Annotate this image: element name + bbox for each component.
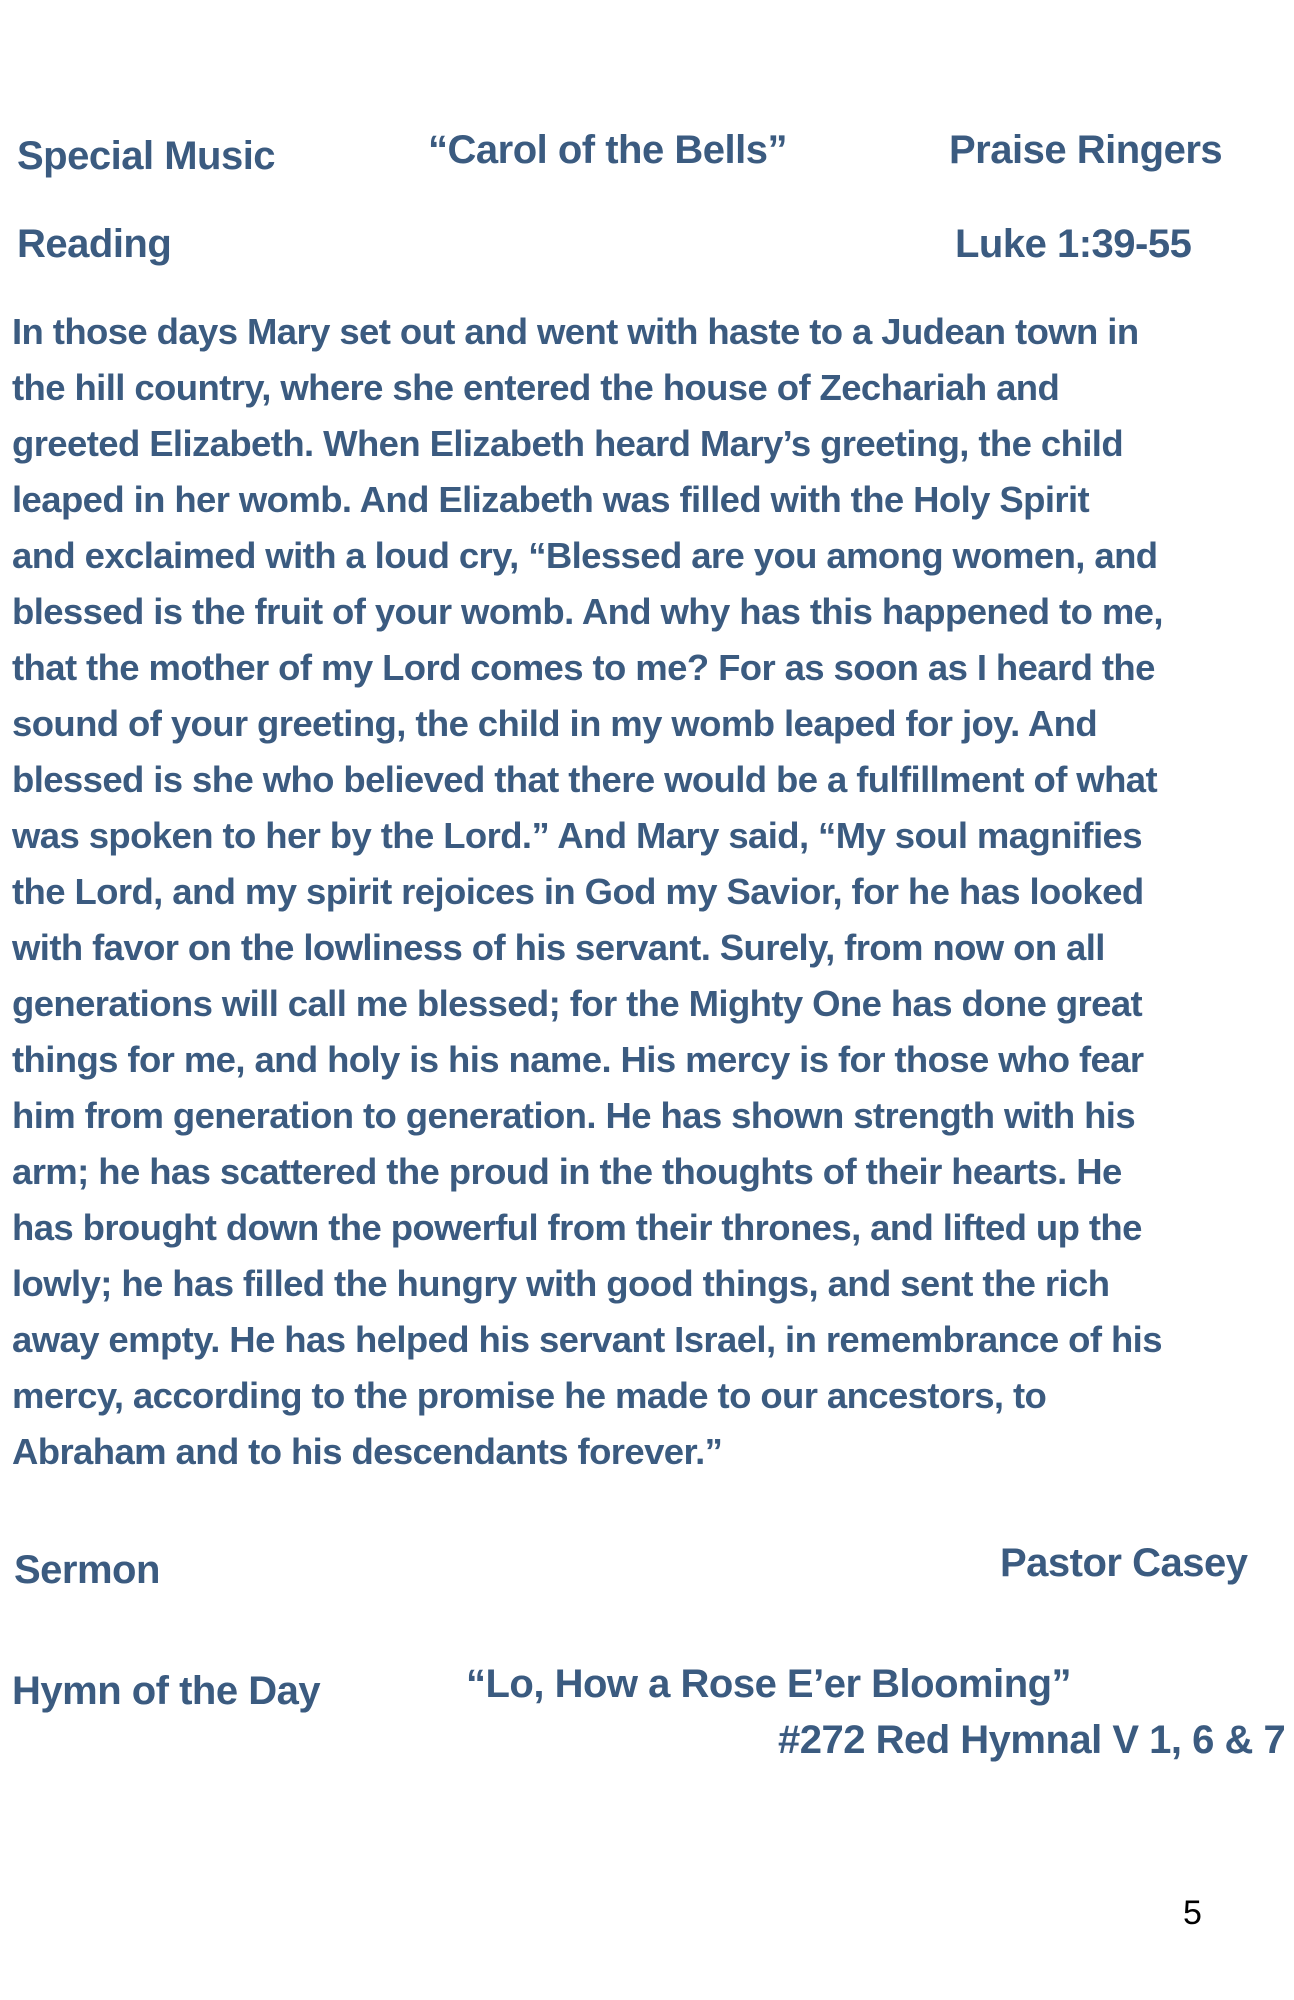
sermon-label: Sermon [14,1548,160,1592]
reading-line: blessed is she who believed that there would be a fulfillment of what [12,759,1158,800]
reading-line: with favor on the lowliness of his servant. Surely, from now on all [12,927,1105,968]
reading-text [12,304,1227,1480]
hymn-hymnal-info: #272 Red Hymnal V 1, 6 & 7 [778,1718,1286,1762]
reading-line: the Lord, and my spirit rejoices in God my Savior, for he has looked [12,871,1144,912]
special-music-performer: Praise Ringers [949,128,1223,172]
reading-line: him from generation to generation. He has shown strength with his [12,1095,1136,1136]
reading-line: the hill country, where she entered the house of Zechariah and [12,367,1060,408]
reading-reference: Luke 1:39-55 [955,222,1192,266]
special-music-label: Special Music [17,134,276,178]
reading-line: In those days Mary set out and went with haste to a Judean town in [12,311,1139,352]
reading-line: greeted Elizabeth. When Elizabeth heard Mary’s greeting, the child [12,423,1124,464]
reading-label: Reading [17,222,172,266]
hymn-title: “Lo, How a Rose E’er Blooming” [466,1662,1072,1706]
reading-line: that the mother of my Lord comes to me? For as soon as I heard the [12,647,1155,688]
reading-line: generations will call me blessed; for the Mighty One has done great [12,983,1143,1024]
reading-line: mercy, according to the promise he made to our ancestors, to [12,1375,1047,1416]
special-music-title: “Carol of the Bells” [428,128,787,172]
reading-line: sound of your greeting, the child in my womb leaped for joy. And [12,703,1098,744]
reading-line: away empty. He has helped his servant Israel, in remembrance of his [12,1319,1162,1360]
reading-line: and exclaimed with a loud cry, “Blessed are you among women, and [12,535,1158,576]
reading-line: was spoken to her by the Lord.” And Mary said, “My soul magnifies [12,815,1142,856]
reading-line: lowly; he has filled the hungry with good things, and sent the rich [12,1263,1110,1304]
reading-line: arm; he has scattered the proud in the thoughts of their hearts. He [12,1151,1122,1192]
page-number: 5 [1183,1894,1202,1932]
hymn-of-the-day-label: Hymn of the Day [12,1669,321,1713]
reading-line: things for me, and holy is his name. His mercy is for those who fear [12,1039,1144,1080]
reading-line: has brought down the powerful from their thrones, and lifted up the [12,1207,1142,1248]
reading-line: Abraham and to his descendants forever.” [12,1431,723,1472]
reading-line: blessed is the fruit of your womb. And why has this happened to me, [12,591,1163,632]
sermon-speaker: Pastor Casey [1000,1541,1248,1585]
reading-line: leaped in her womb. And Elizabeth was filled with the Holy Spirit [12,479,1090,520]
